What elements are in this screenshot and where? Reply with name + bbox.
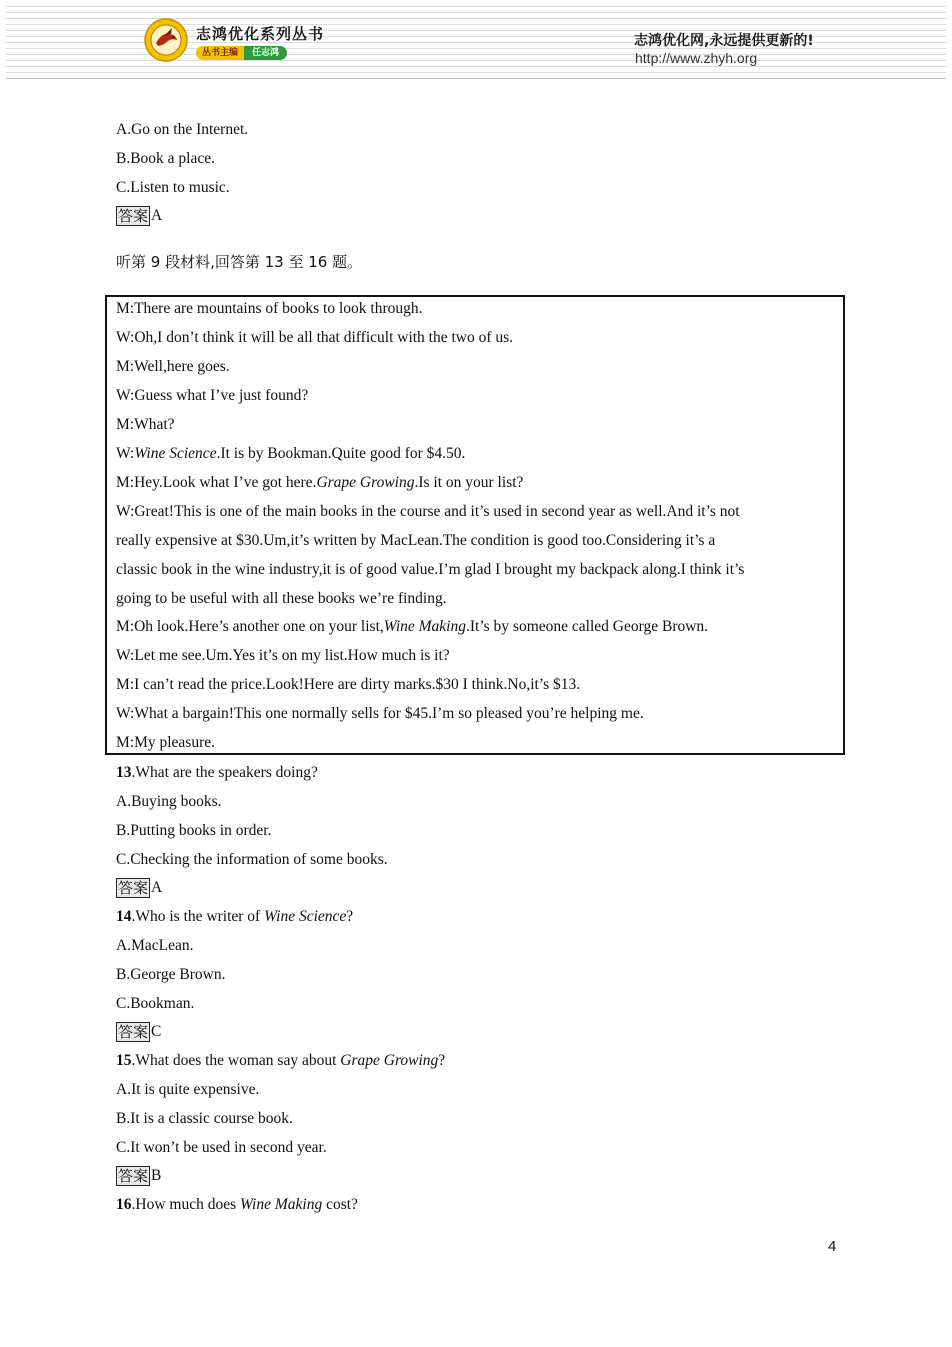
option-a: A.Go on the Internet.: [116, 121, 249, 138]
answer-value: A: [151, 879, 163, 896]
site-slogan: 志鸿优化网,永远提供更新的!: [634, 33, 814, 49]
editor-badge: [196, 46, 292, 60]
option-a: A.It is quite expensive.: [116, 1081, 260, 1098]
option-a: A.MacLean.: [116, 937, 194, 954]
option-b: B.Putting books in order.: [116, 822, 272, 839]
answer-value: B: [151, 1167, 162, 1184]
transcript-line: W:Guess what I’ve just found?: [116, 387, 309, 404]
editor-badge-name: 任志鸿: [244, 46, 287, 60]
header-rule: [6, 6, 946, 7]
question-text: .What does the woman say about: [131, 1052, 341, 1069]
question-text: ?: [438, 1052, 446, 1069]
transcript-line: [116, 617, 708, 637]
answer-value: C: [151, 1023, 162, 1040]
speaker-text: .Is it on your list?: [414, 474, 524, 491]
transcript-line: M:My pleasure.: [116, 734, 216, 751]
question-number: 14: [116, 908, 132, 925]
option-a: A.Buying books.: [116, 793, 222, 810]
header-rule: [6, 12, 946, 13]
section-title: 听第 9 段材料,回答第 13 至 16 题。: [116, 253, 363, 271]
question-text: ?: [346, 908, 354, 925]
speaker-text: M:Oh look.Here’s another one on your list,: [116, 618, 384, 635]
header-rule: [6, 66, 946, 67]
book-title: Grape Growing: [316, 474, 415, 491]
transcript-line: M:I can’t read the price.Look!Here are dirty marks.$30 I think.No,it’s $13.: [116, 676, 581, 693]
answer-label: 答案: [118, 207, 149, 226]
header-rule: [6, 72, 946, 73]
question-16-stem: [116, 1195, 358, 1215]
question-text: .What are the speakers doing?: [131, 764, 318, 781]
transcript-line: [116, 444, 465, 464]
book-title: Wine Science: [264, 908, 347, 925]
option-c: C.Checking the information of some books.: [116, 851, 388, 868]
answer-label: 答案: [118, 879, 149, 898]
question-14-stem: [116, 907, 353, 927]
transcript-line: going to be useful with all these books we’re finding.: [116, 590, 447, 607]
transcript-line: M:What?: [116, 416, 175, 433]
book-title: Wine Making: [383, 618, 466, 635]
option-b: B.Book a place.: [116, 150, 216, 167]
site-url[interactable]: http://www.zhyh.org: [635, 50, 758, 66]
page-number: 4: [828, 1238, 837, 1255]
question-number: 15: [116, 1052, 132, 1069]
book-title: Wine Science: [134, 445, 217, 462]
page-header: [0, 0, 952, 82]
transcript-line: M:Well,here goes.: [116, 358, 230, 375]
book-title: Wine Making: [240, 1196, 323, 1213]
speaker-text: M:Hey.Look what I’ve got here.: [116, 474, 317, 491]
transcript-line: [116, 473, 523, 493]
transcript-line: W:Oh,I don’t think it will be all that difficult with the two of us.: [116, 329, 514, 346]
header-rule: [6, 78, 946, 79]
question-text: .Who is the writer of: [131, 908, 265, 925]
answer-line: [116, 1022, 161, 1042]
question-13-stem: [116, 763, 318, 783]
option-c: C.It won’t be used in second year.: [116, 1139, 327, 1156]
answer-value: A: [151, 207, 163, 224]
question-15-stem: [116, 1051, 445, 1071]
transcript-line: really expensive at $30.Um,it’s written by MacLean.The condition is good too.Considering it’s a: [116, 532, 716, 549]
option-c: C.Bookman.: [116, 995, 195, 1012]
answer-line: [116, 206, 162, 226]
answer-line: [116, 1166, 161, 1186]
transcript-line: W:Great!This is one of the main books in the course and it’s used in second year as well.And it’s not: [116, 503, 740, 520]
transcript-line: W:What a bargain!This one normally sells for $45.I’m so pleased you’re helping me.: [116, 705, 644, 722]
publisher-seal-icon: [144, 18, 188, 62]
answer-line: [116, 878, 162, 898]
publisher-logo: [144, 18, 344, 66]
option-b: B.It is a classic course book.: [116, 1110, 293, 1127]
option-b: B.George Brown.: [116, 966, 226, 983]
series-title: 志鸿优化系列丛书: [196, 25, 325, 43]
transcript-line: W:Let me see.Um.Yes it’s on my list.How much is it?: [116, 647, 450, 664]
speaker-text: W:: [116, 445, 135, 462]
question-text: cost?: [322, 1196, 358, 1213]
transcript-line: M:There are mountains of books to look through.: [116, 300, 423, 317]
question-text: .How much does: [131, 1196, 240, 1213]
option-c: C.Listen to music.: [116, 179, 230, 196]
answer-label: 答案: [118, 1167, 149, 1186]
question-number: 13: [116, 764, 132, 781]
speaker-text: .It is by Bookman.Quite good for $4.50.: [216, 445, 466, 462]
editor-badge-label: 丛书主编: [196, 46, 244, 60]
answer-label: 答案: [118, 1023, 149, 1042]
question-number: 16: [116, 1196, 132, 1213]
book-title: Grape Growing: [340, 1052, 439, 1069]
speaker-text: .It’s by someone called George Brown.: [465, 618, 709, 635]
transcript-line: classic book in the wine industry,it is of good value.I’m glad I brought my backpack along.I think it’s: [116, 561, 745, 578]
transcript-box: [105, 295, 845, 755]
